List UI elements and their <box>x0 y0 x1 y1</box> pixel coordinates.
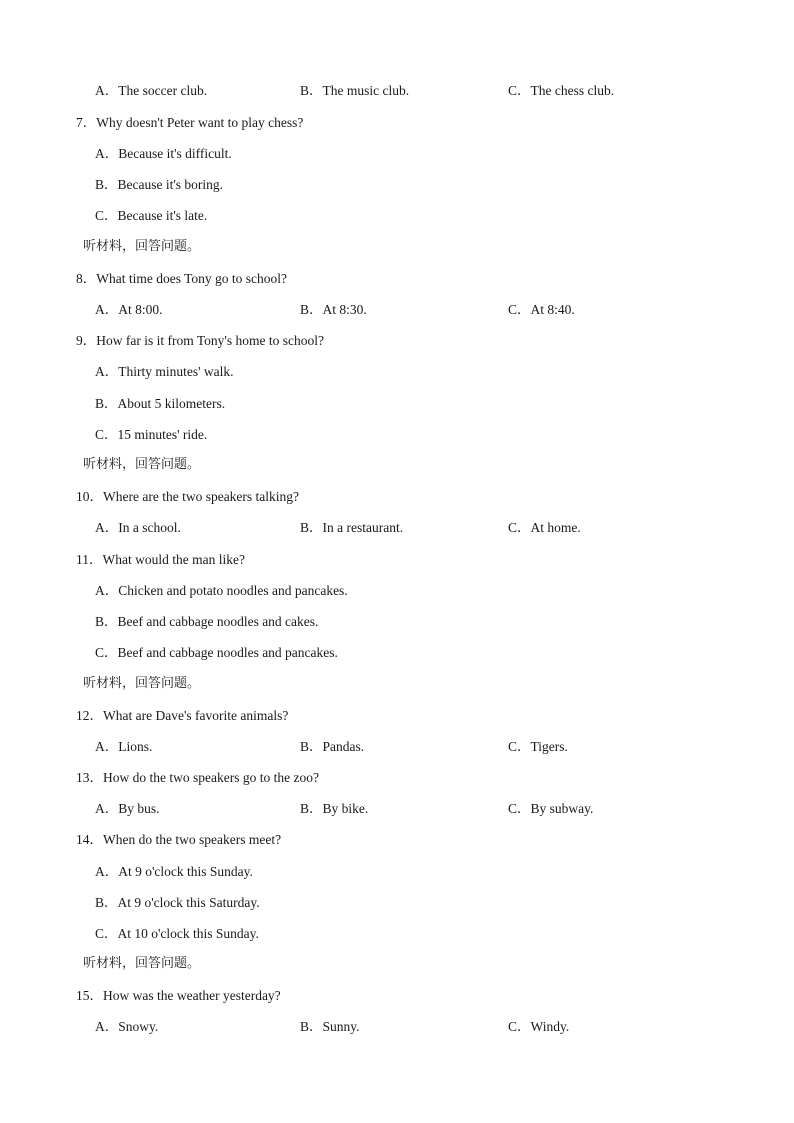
listening-instruction: 听材料，回答问题。 <box>83 956 201 971</box>
q14-option-c[interactable]: C．At 10 o'clock this Sunday. <box>95 926 259 941</box>
q7-option-b[interactable]: B．Because it's boring. <box>95 177 224 192</box>
q10-option-b[interactable]: B．In a restaurant. <box>300 520 404 535</box>
q8-question: 8．What time does Tony go to school? <box>76 271 288 286</box>
q10-option-c[interactable]: C．At home. <box>508 520 581 535</box>
q15-option-a[interactable]: A．Snowy. <box>95 1019 159 1034</box>
listening-instruction: 听材料，回答问题。 <box>83 676 201 691</box>
q11-option-a[interactable]: A．Chicken and potato noodles and pancakes. <box>95 583 348 598</box>
q8-option-c[interactable]: C．At 8:40. <box>508 302 575 317</box>
q8-option-a[interactable]: A．At 8:00. <box>95 302 163 317</box>
q7-option-a[interactable]: A．Because it's difficult. <box>95 146 232 161</box>
q13-option-b[interactable]: B．By bike. <box>300 801 369 816</box>
q14-option-a[interactable]: A．At 9 o'clock this Sunday. <box>95 864 253 879</box>
q9-option-c[interactable]: C．15 minutes' ride. <box>95 427 208 442</box>
q11-option-b[interactable]: B．Beef and cabbage noodles and cakes. <box>95 614 319 629</box>
q15-question: 15．How was the weather yesterday? <box>76 988 281 1003</box>
q7-option-c[interactable]: C．Because it's late. <box>95 208 208 223</box>
q9-option-b[interactable]: B．About 5 kilometers. <box>95 396 226 411</box>
q12-option-c[interactable]: C．Tigers. <box>508 739 568 754</box>
q7-question: 7．Why doesn't Peter want to play chess? <box>76 115 304 130</box>
q12-option-a[interactable]: A．Lions. <box>95 739 153 754</box>
q13-question: 13．How do the two speakers go to the zoo? <box>76 770 319 785</box>
q12-option-b[interactable]: B．Pandas. <box>300 739 365 754</box>
q13-option-a[interactable]: A．By bus. <box>95 801 160 816</box>
q6-option-c[interactable]: C．The chess club. <box>508 83 615 98</box>
q14-question: 14．When do the two speakers meet? <box>76 832 282 847</box>
q11-option-c[interactable]: C．Beef and cabbage noodles and pancakes. <box>95 645 338 660</box>
listening-instruction: 听材料，回答问题。 <box>83 239 201 254</box>
q10-option-a[interactable]: A．In a school. <box>95 520 181 535</box>
q14-option-b[interactable]: B．At 9 o'clock this Saturday. <box>95 895 260 910</box>
q15-option-b[interactable]: B．Sunny. <box>300 1019 360 1034</box>
q9-option-a[interactable]: A．Thirty minutes' walk. <box>95 364 234 379</box>
q9-question: 9．How far is it from Tony's home to school? <box>76 333 324 348</box>
q6-option-b[interactable]: B．The music club. <box>300 83 410 98</box>
q13-option-c[interactable]: C．By subway. <box>508 801 594 816</box>
q10-question: 10．Where are the two speakers talking? <box>76 489 300 504</box>
q6-option-a[interactable]: A．The soccer club. <box>95 83 208 98</box>
q11-question: 11．What would the man like? <box>76 552 245 567</box>
listening-instruction: 听材料，回答问题。 <box>83 457 201 472</box>
q12-question: 12．What are Dave's favorite animals? <box>76 708 289 723</box>
q15-option-c[interactable]: C．Windy. <box>508 1019 570 1034</box>
q8-option-b[interactable]: B．At 8:30. <box>300 302 367 317</box>
